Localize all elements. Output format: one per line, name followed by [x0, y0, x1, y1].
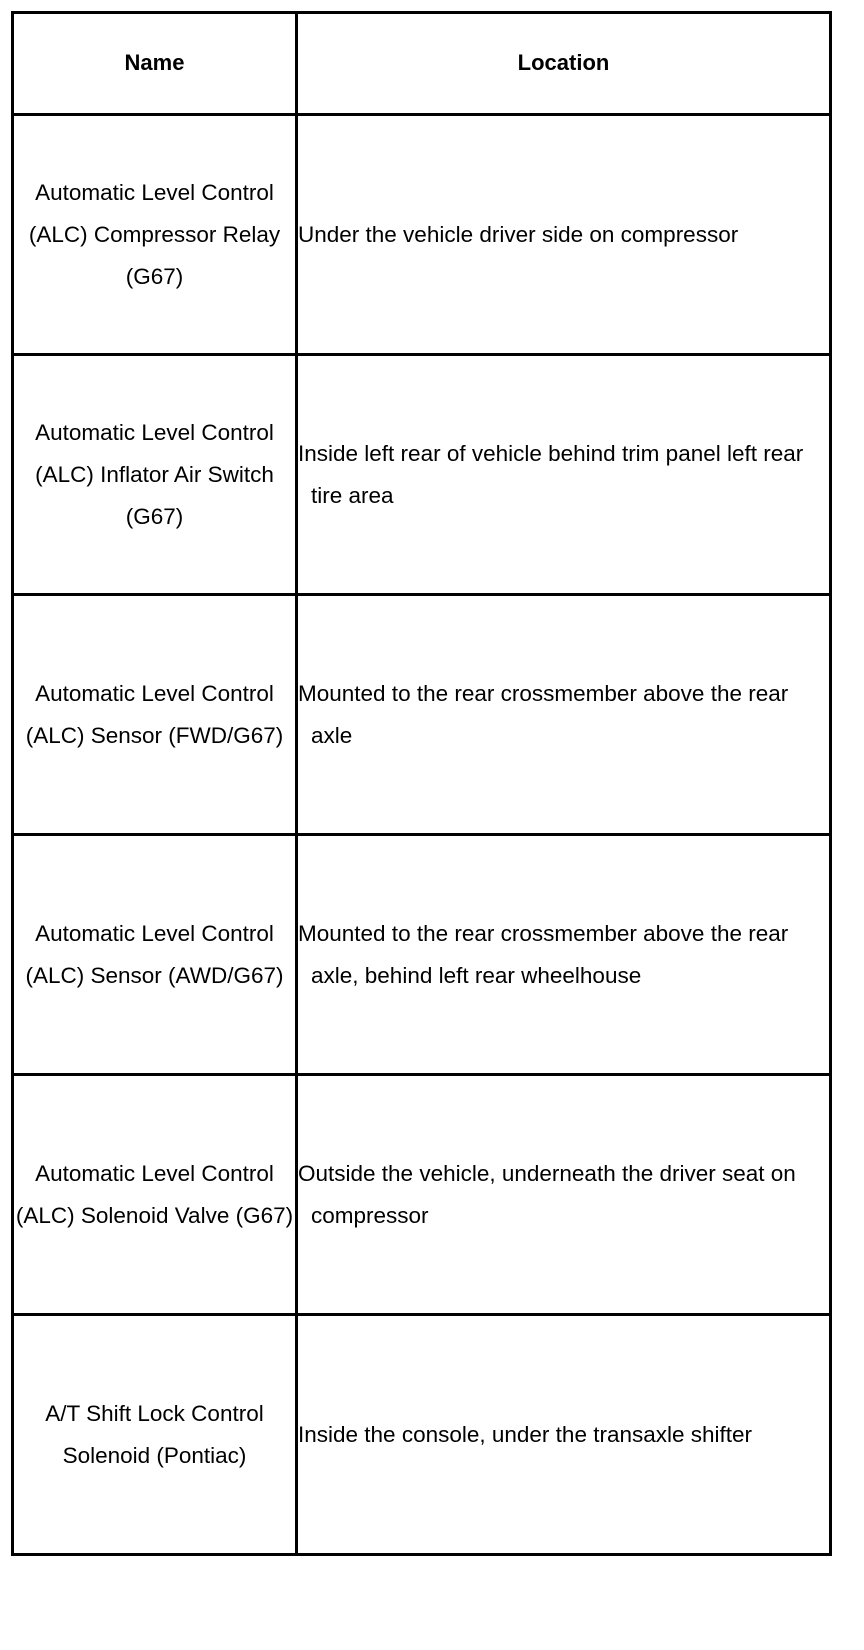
component-name-cell: Automatic Level Control (ALC) Sensor (AWD/G67)	[13, 835, 297, 1075]
component-location-text: Mounted to the rear crossmember above the rear axle	[298, 680, 789, 748]
component-location-text: Mounted to the rear crossmember above the rear axle, behind left rear wheelhouse	[298, 920, 789, 988]
component-name-cell: Automatic Level Control (ALC) Solenoid Valve (G67)	[13, 1075, 297, 1315]
component-location-cell	[297, 595, 831, 835]
component-location-cell	[297, 1075, 831, 1315]
table-row	[13, 1075, 831, 1315]
table-body	[13, 115, 831, 1555]
component-name-cell: Automatic Level Control (ALC) Compressor Relay (G67)	[13, 115, 297, 355]
component-location-cell	[297, 1315, 831, 1555]
column-header-name: Name	[13, 13, 297, 115]
table-row	[13, 1315, 831, 1555]
component-location-cell	[297, 835, 831, 1075]
component-location-text: Under the vehicle driver side on compressor	[298, 221, 739, 247]
component-location-text: Inside the console, under the transaxle shifter	[298, 1421, 753, 1447]
table-row	[13, 355, 831, 595]
component-name-cell: Automatic Level Control (ALC) Inflator Air Switch (G67)	[13, 355, 297, 595]
component-location-text: Outside the vehicle, underneath the driver seat on compressor	[298, 1160, 796, 1228]
component-location-text: Inside left rear of vehicle behind trim panel left rear tire area	[298, 440, 804, 508]
header-row	[13, 13, 831, 115]
table-row	[13, 595, 831, 835]
component-location-table	[11, 11, 832, 1556]
component-name-cell: A/T Shift Lock Control Solenoid (Pontiac)	[13, 1315, 297, 1555]
table-header	[13, 13, 831, 115]
component-location-cell	[297, 355, 831, 595]
table-row	[13, 835, 831, 1075]
column-header-location: Location	[297, 13, 831, 115]
table-row	[13, 115, 831, 355]
component-location-cell	[297, 115, 831, 355]
component-name-cell: Automatic Level Control (ALC) Sensor (FWD/G67)	[13, 595, 297, 835]
